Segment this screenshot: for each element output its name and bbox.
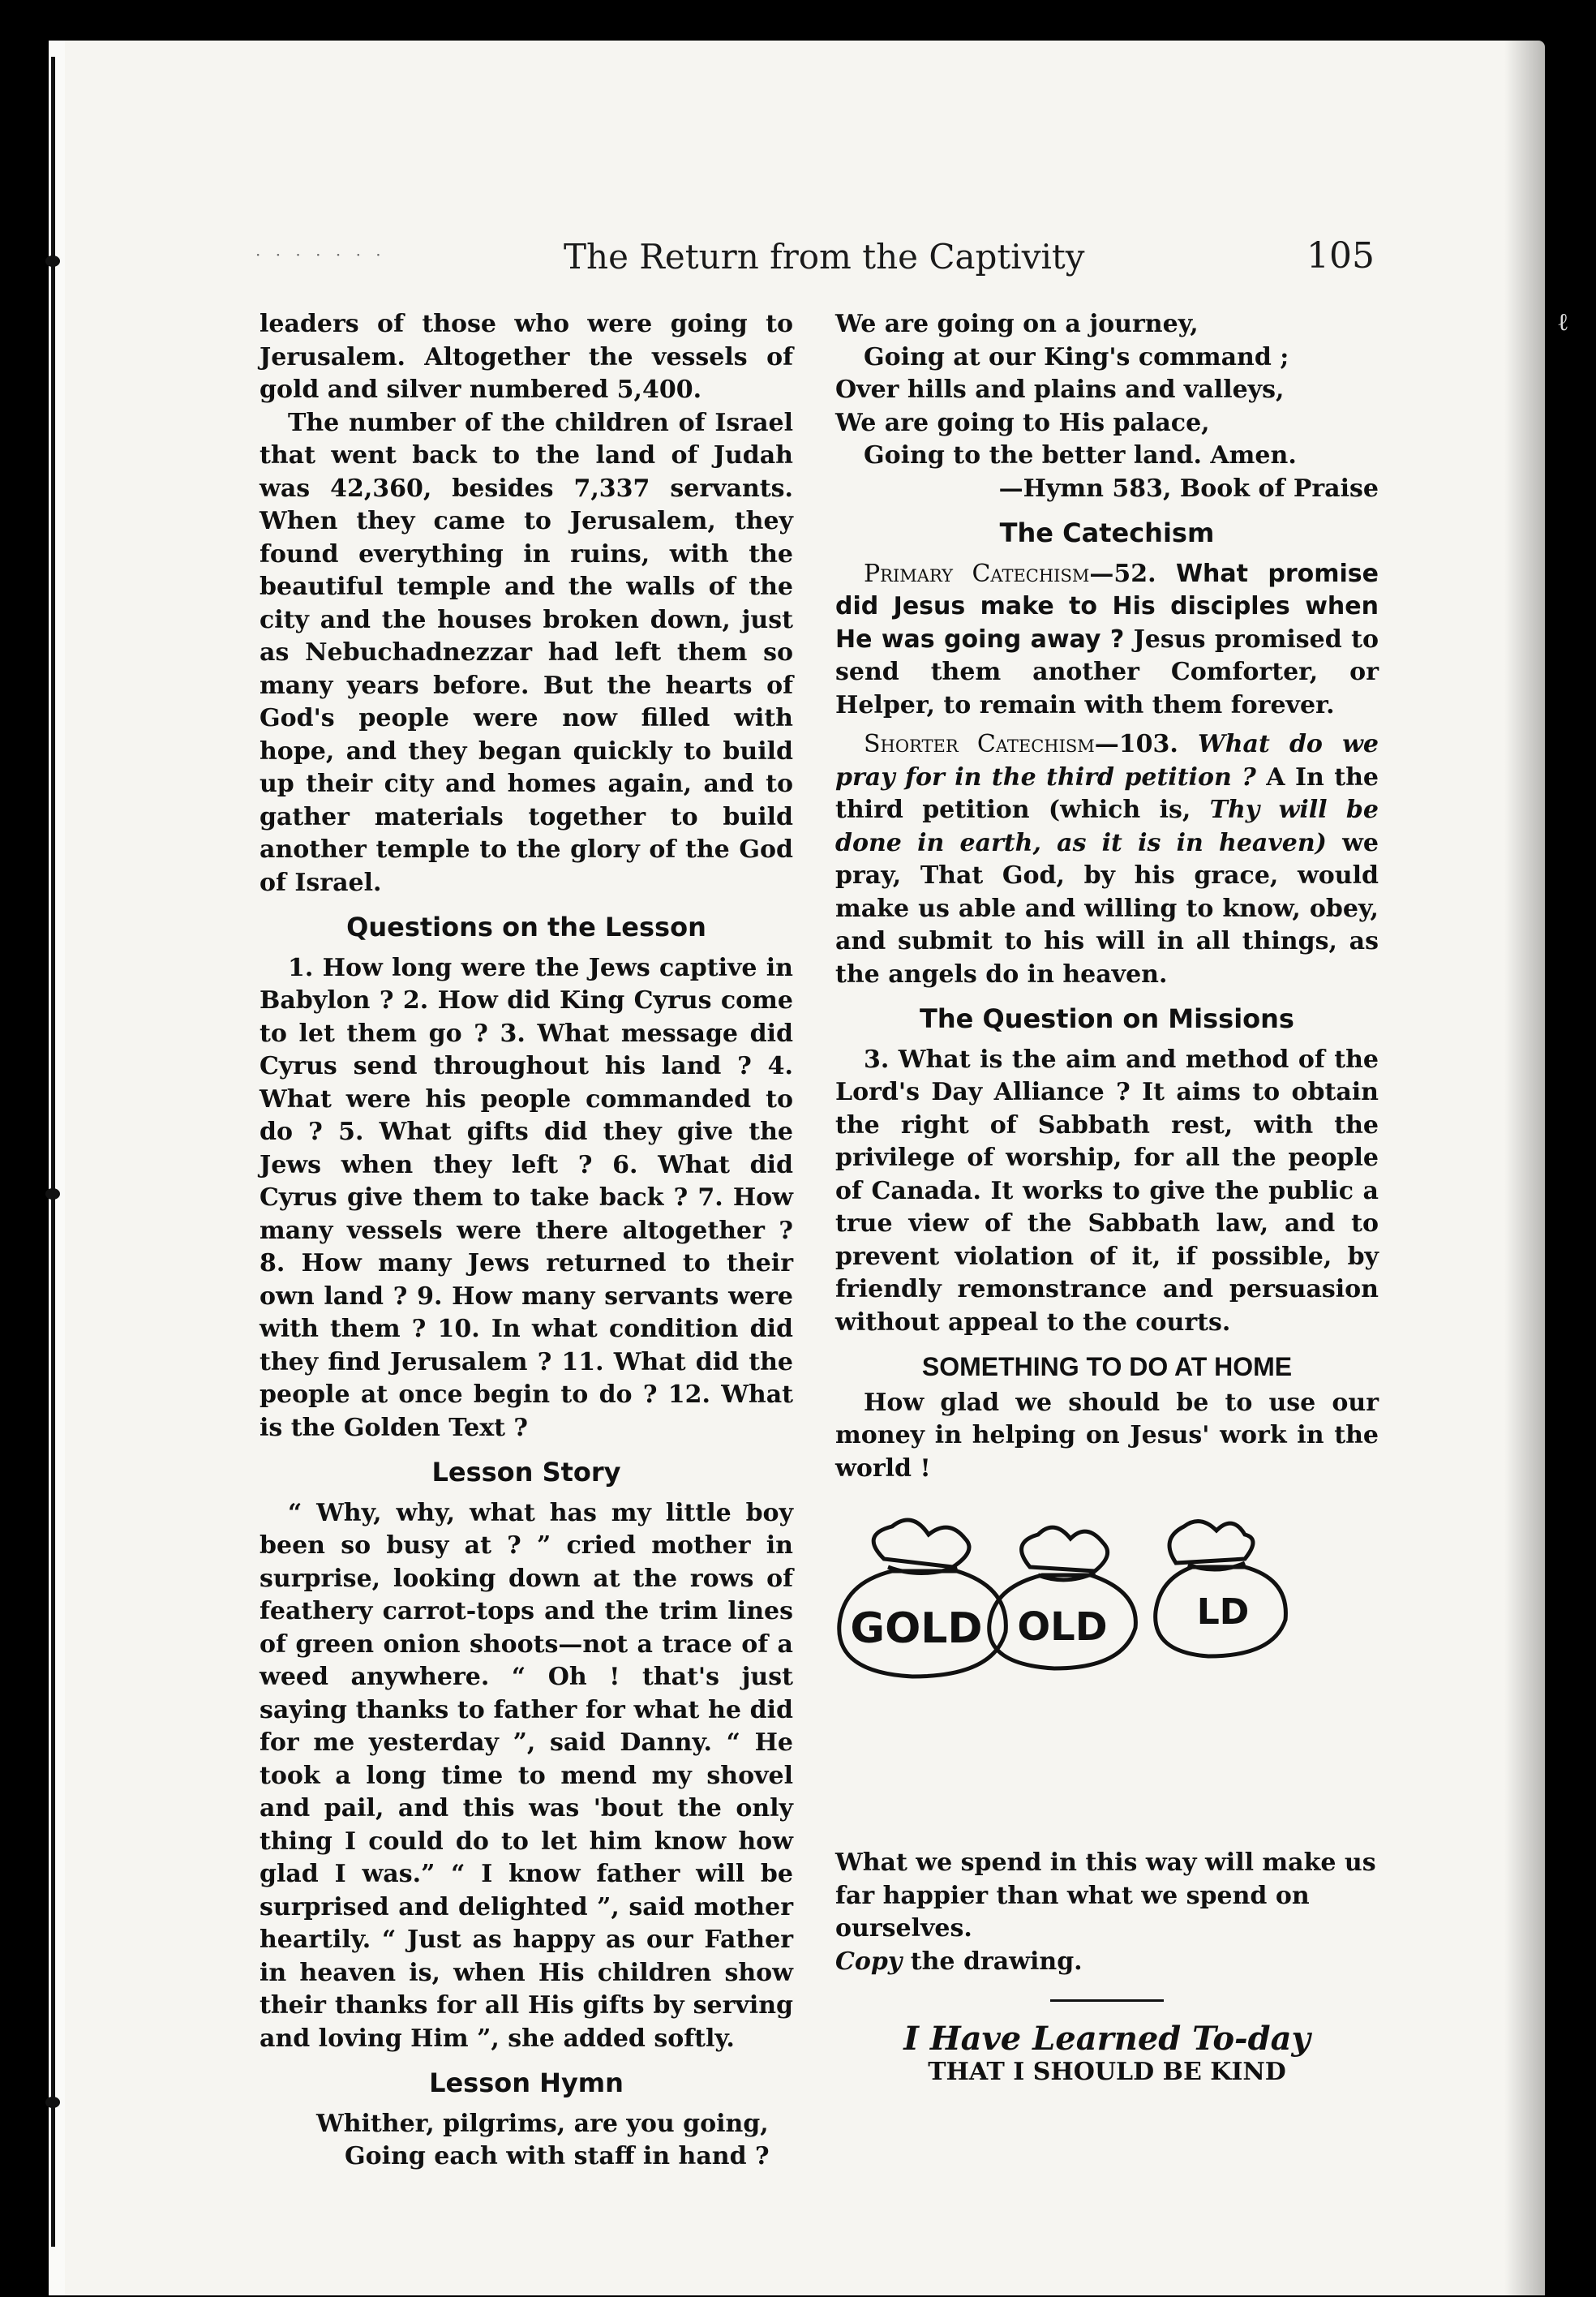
divider	[1050, 1999, 1164, 2002]
story-text: “ Why, why, what has my little boy been so busy at ? ” cried mother in surprise, looking down at the rows of feathery carrot-tops and the trim lines of green onion shoots—not a trace of a weed anywhere. “ Oh ! that's just saying thanks to father for what he did for me yesterday ”, said Danny. “ He took a long time to mend my shovel and pail, and this was 'bout the only thing I could do to let him know how glad I was.” “ I know father will be surprised and delighted ”, said mother heartily. “ Just as happy as our Father in heaven is, when His children show their thanks for all His gifts by serving and loving Him ”, she added softly.	[260, 1498, 793, 2053]
page-fold-shadow	[1504, 41, 1545, 2295]
hymn-line: Going each with staff in hand ?	[345, 2142, 770, 2170]
copy-rest: the drawing.	[910, 1947, 1083, 1976]
bag-label: LD	[1196, 1591, 1250, 1633]
right-column	[835, 308, 1379, 2089]
bag-label: OLD	[1017, 1604, 1108, 1650]
hymn-line: We are going to His palace,	[835, 408, 1210, 437]
hymn-line: We are going on a journey,	[835, 310, 1199, 338]
missions-text: 3. What is the aim and method of the Lord's Day Alliance ? It aims to obtain the right of Sabbath rest, with the privilege of worship, for all the people of Canada. It works to give the public a true view of the Sabbath law, and to prevent violation of it, if possible, by friendly remonstrance and persuasion without appeal to the courts.	[835, 1045, 1379, 1337]
hymn-line: Whither, pilgrims, are you going,	[316, 2109, 769, 2138]
primary-number: —52.	[1089, 559, 1156, 588]
missions-heading: The Question on Missions	[920, 1003, 1294, 1034]
running-title: The Return from the Captivity	[564, 237, 1085, 277]
hymn-line: Going to the better land. Amen.	[864, 441, 1297, 470]
primary-label: Primary Catechism	[864, 559, 1090, 588]
shorter-answer-rest: we pray, That God, by his grace, would make us able and willing to know, obey, and submit to his will in all things, as the angels do in heaven.	[835, 828, 1379, 989]
left-column	[260, 308, 793, 2174]
questions-heading: Questions on the Lesson	[346, 912, 706, 942]
learned-heading: I Have Learned To-day	[903, 2020, 1311, 2058]
questions-text: 1. How long were the Jews captive in Babylon ? 2. How did King Cyrus come to let them go ? 3. What message did Cyrus send throughout his land ? 4. What were his people commanded to do ? 5. What gifts did they give the Jews when they left ? 6. What did Cyrus give them to take back ? 7. How many vessels were there altogether ? 8. How many Jews returned to their own land ? 9. How many servants were with them ? 10. In what condition did they find Jerusalem ? 11. What did the people at once begin to do ? 12. What is the Golden Text ?	[260, 953, 793, 1442]
hymn-line: Going at our King's command ;	[864, 342, 1289, 371]
story-heading: Lesson Story	[431, 1457, 621, 1488]
catechism-heading: The Catechism	[999, 517, 1215, 548]
primary-answer: Jesus promised to send them another Comforter, or Helper, to remain with them forever.	[835, 625, 1379, 719]
shorter-answer-quote: Thy will be done in earth, as it is in heaven)	[835, 796, 1379, 857]
spend-text: What we spend in this way will make us far happier than what we spend on ourselves.	[835, 1848, 1376, 1943]
home-heading: SOMETHING TO DO AT HOME	[921, 1352, 1293, 1381]
copy-instruction	[835, 1946, 1379, 1979]
running-header	[207, 235, 1375, 284]
paragraph: leaders of those who were going to Jerusalem. Altogether the vessels of gold and silver numbered 5,400.	[260, 310, 793, 404]
copy-word: Copy	[835, 1947, 903, 1976]
margin-mark: ℓ	[1557, 308, 1569, 337]
money-bags-drawing	[835, 1490, 1379, 1839]
primary-catechism	[835, 558, 1379, 723]
bag-label: GOLD	[850, 1604, 983, 1653]
page-number: 105	[1306, 235, 1375, 277]
hymn-heading: Lesson Hymn	[429, 2067, 624, 2098]
money-bags-illustration	[835, 1490, 1379, 1839]
primary-question: What promise did Jesus make to His disciples when He was going away ?	[835, 559, 1379, 654]
binding-knot	[45, 255, 60, 267]
hymn-source: —Hymn 583, Book of Praise	[998, 474, 1379, 503]
shorter-question: What do we pray for in the third petition ?	[835, 730, 1379, 792]
shorter-answer: A In the third petition (which is,	[835, 762, 1379, 824]
hymn-line: Over hills and plains and valleys,	[835, 376, 1285, 404]
binding-knot	[45, 1188, 60, 1200]
shorter-label: Shorter Catechism	[864, 730, 1095, 758]
shorter-catechism	[835, 728, 1379, 991]
header-ornament: · · · · · · ·	[255, 245, 386, 264]
binding-line	[51, 57, 55, 2247]
paragraph: The number of the children of Israel that went back to the land of Judah was 42,360, besides 7,337 servants. When they came to Jerusalem, they found everything in ruins, with the beautiful temple and the walls of the city and the houses broken down, just as Nebuchadnezzar had left them so many years before. But the hearts of God's people were now filled with hope, and they began quickly to build up their city and homes again, and to gather materials together to build another temple to the glory of the God of Israel.	[260, 408, 793, 897]
learned-text: THAT I SHOULD BE KIND	[928, 2057, 1286, 2086]
binding-knot	[45, 2097, 60, 2108]
shorter-number: —103.	[1094, 730, 1178, 758]
home-text: How glad we should be to use our money in helping on Jesus' work in the world !	[835, 1388, 1379, 1483]
